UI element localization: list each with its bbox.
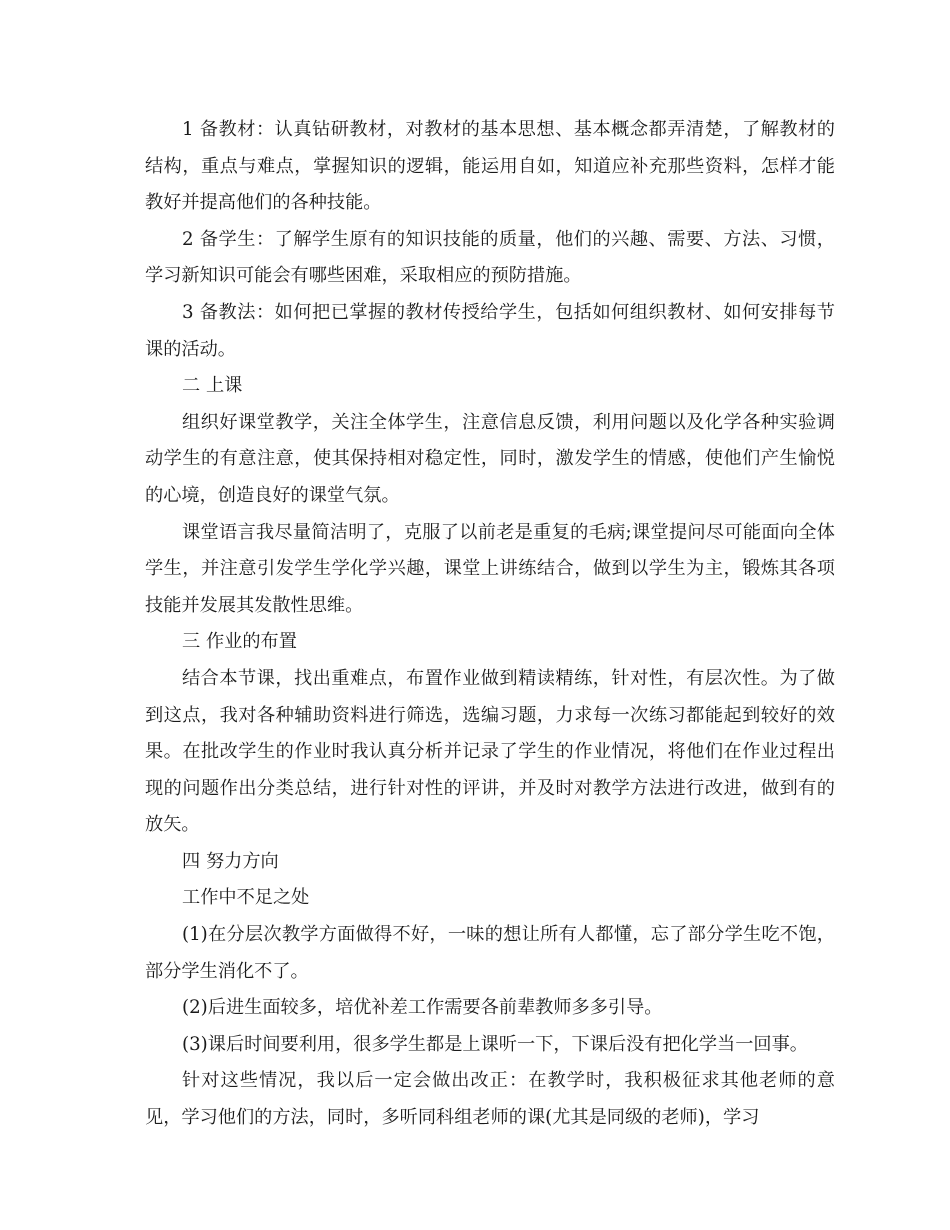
paragraph-prepare-materials: 1 备教材：认真钻研教材，对教材的基本思想、基本概念都弄清楚，了解教材的结构，重点与难点，掌握知识的逻辑，能运用自如，知道应补充那些资料，怎样才能教好并提高他们的各种技能。 <box>145 119 835 214</box>
section-heading-direction: 四 努力方向 <box>182 850 279 872</box>
paragraph-classroom-organization: 组织好课堂教学，关注全体学生，注意信息反馈，利用问题以及化学各种实验调动学生的有意注意，使其保持相对稳定性，同时，激发学生的情感，使他们产生愉悦的心境，创造良好的课堂气氛。 <box>145 411 835 506</box>
subheading-shortcomings: 工作中不足之处 <box>182 887 310 909</box>
list-item-shortcoming-1: (1)在分层次教学方面做得不好，一味的想让所有人都懂，忘了部分学生吃不饱，部分学生消化不了。 <box>145 924 835 982</box>
paragraph-prepare-methods: 3 备教法：如何把已掌握的教材传授给学生，包括如何组织教材、如何安排每节课的活动。 <box>145 301 835 360</box>
list-item-shortcoming-2: (2)后进生面较多，培优补差工作需要各前辈教师多多引导。 <box>182 997 663 1019</box>
list-item-shortcoming-3: (3)课后时间要利用，很多学生都是上课听一下，下课后没有把化学当一回事。 <box>182 1033 808 1055</box>
document-body <box>145 112 835 1137</box>
paragraph-classroom-language: 课堂语言我尽量简洁明了，克服了以前老是重复的毛病;课堂提问尽可能面向全体学生，并注意引发学生学化学兴趣，课堂上讲练结合，做到以学生为主，锻炼其各项技能并发展其发散性思维。 <box>145 521 835 616</box>
paragraph-prepare-students: 2 备学生：了解学生原有的知识技能的质量，他们的兴趣、需要、方法、习惯，学习新知识可能会有哪些困难，采取相应的预防措施。 <box>145 228 835 287</box>
paragraph-homework: 结合本节课，找出重难点，布置作业做到精读精练，针对性，有层次性。为了做到这点，我对各种辅助资料进行筛选，选编习题，力求每一次练习都能起到较好的效果。在批改学生的作业时我认真分析并记录了学生的作业情况，将他们在作业过程出现的问题作出分类总结，进行针对性的评讲，并及时对教学方法进行改进，做到有的放矢。 <box>145 667 835 836</box>
section-heading-homework: 三 作业的布置 <box>182 631 297 653</box>
section-heading-class: 二 上课 <box>182 375 243 397</box>
paragraph-improvement: 针对这些情况，我以后一定会做出改正：在教学时，我积极征求其他老师的意见，学习他们的方法，同时，多听同科组老师的课(尤其是同级的老师)，学习 <box>145 1070 835 1129</box>
